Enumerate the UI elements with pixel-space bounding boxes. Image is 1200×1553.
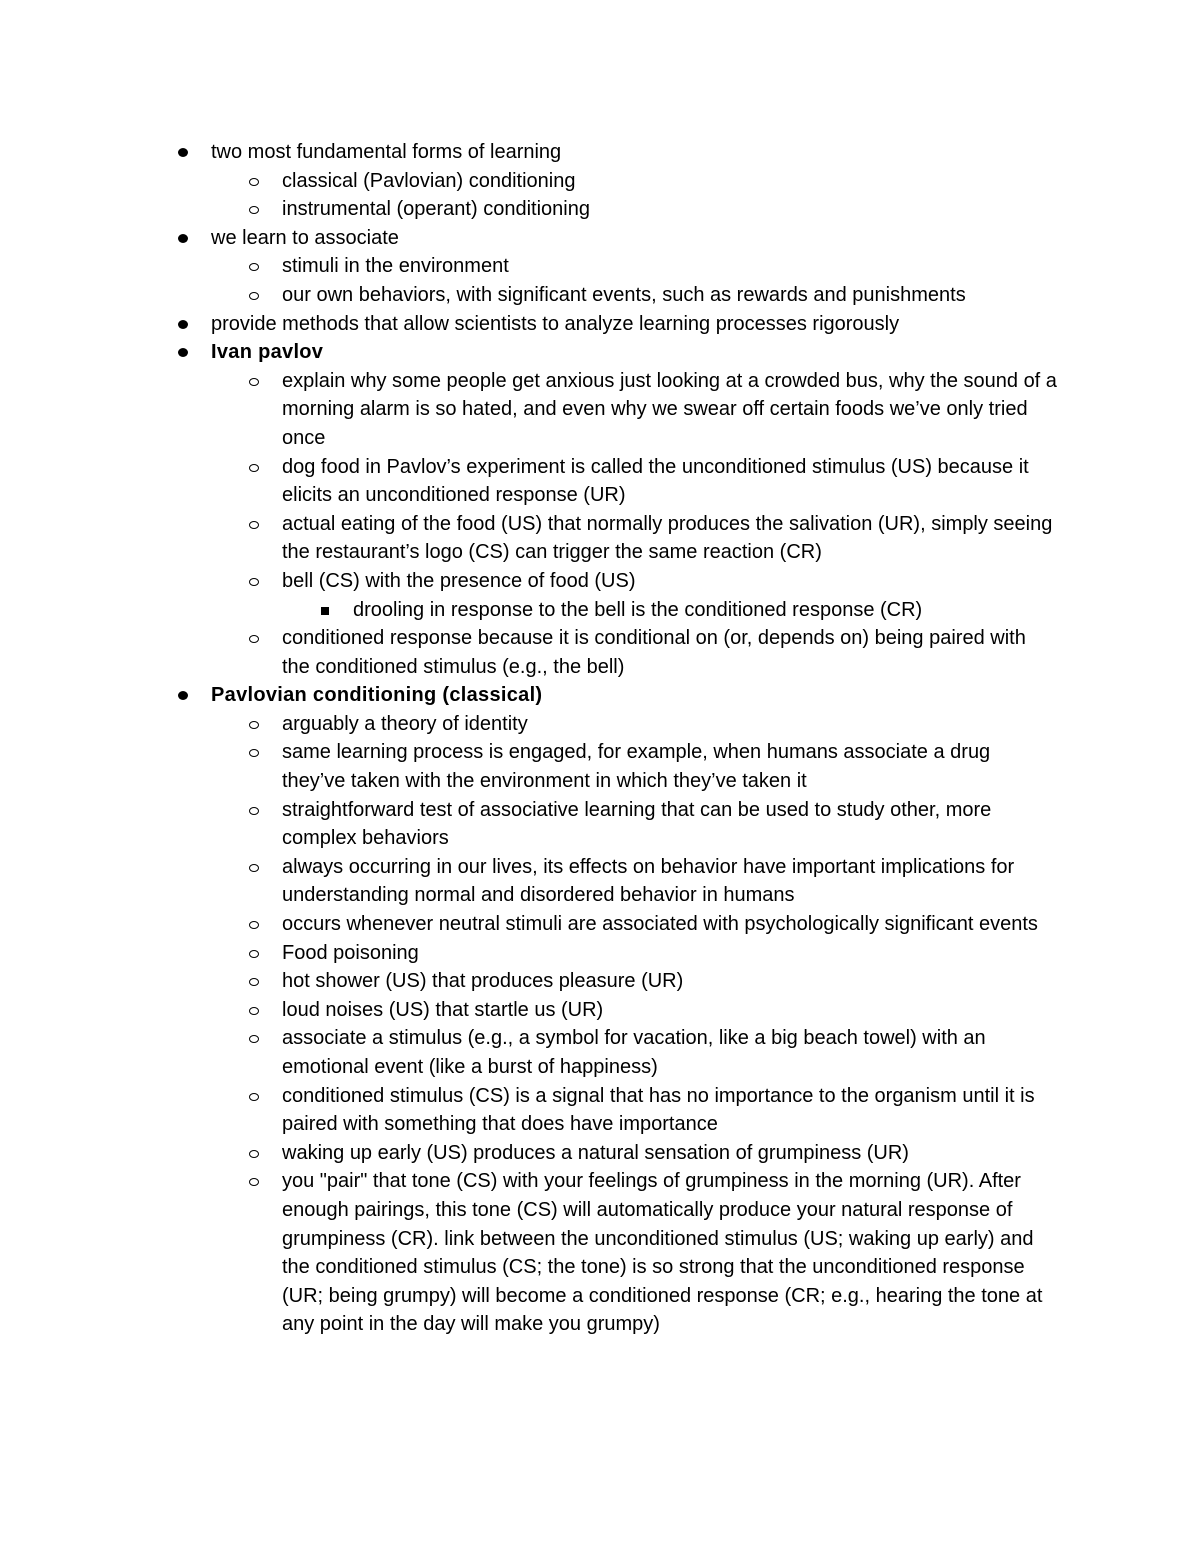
list-item-text: occurs whenever neutral stimuli are associated with psychologically significant events xyxy=(282,913,1038,936)
hollow-circle-bullet-icon xyxy=(249,1150,259,1158)
filled-square-bullet-icon xyxy=(321,607,329,615)
list-item-level-2 xyxy=(0,996,1200,1025)
list-item-level-2 xyxy=(0,195,1200,224)
list-item-text: we learn to associate xyxy=(211,226,399,249)
hollow-circle-bullet-icon xyxy=(249,1007,259,1015)
list-item-level-2 xyxy=(0,567,1200,596)
filled-circle-bullet-icon xyxy=(178,691,188,700)
hollow-circle-bullet-icon xyxy=(249,864,259,872)
list-item-text: bell (CS) with the presence of food (US) xyxy=(282,569,636,592)
filled-circle-bullet-icon xyxy=(178,320,188,329)
list-item-level-2 xyxy=(0,1139,1200,1168)
hollow-circle-bullet-icon xyxy=(249,521,259,529)
hollow-circle-bullet-icon xyxy=(249,978,259,986)
hollow-circle-bullet-icon xyxy=(249,807,259,815)
list-item-level-2 xyxy=(0,853,1200,910)
hollow-circle-bullet-icon xyxy=(249,950,259,958)
list-item-text: you "pair" that tone (CS) with your feelings of grumpiness in the morning (UR). After enough pairings, this tone (CS) will automatically produce your natural response of grumpiness (CR). link between the unconditioned stimulus (US; waking up early) and the conditioned stimulus (CS; the tone) is so strong that the unconditioned response (UR; being grumpy) will become a conditioned response (CR; e.g., hearing the tone at any point in the day will make you grumpy) xyxy=(282,1170,1043,1336)
list-item-text: drooling in response to the bell is the conditioned response (CR) xyxy=(353,598,923,621)
list-item-level-1 xyxy=(0,338,1200,367)
list-item-level-2 xyxy=(0,453,1200,510)
list-item-level-2 xyxy=(0,796,1200,853)
list-item-text: classical (Pavlovian) conditioning xyxy=(282,169,576,192)
list-item-level-2 xyxy=(0,510,1200,567)
list-item-level-1 xyxy=(0,681,1200,710)
list-item-text: conditioned stimulus (CS) is a signal that has no importance to the organism until it is paired with something that does have importance xyxy=(282,1084,1035,1136)
list-item-text: associate a stimulus (e.g., a symbol for vacation, like a big beach towel) with an emotional event (like a burst of happiness) xyxy=(282,1027,986,1078)
hollow-circle-bullet-icon xyxy=(249,578,259,586)
list-item-level-2 xyxy=(0,1167,1200,1339)
list-item-level-2 xyxy=(0,939,1200,968)
list-item-level-1 xyxy=(0,138,1200,167)
list-item-text: loud noises (US) that startle us (UR) xyxy=(282,998,604,1021)
hollow-circle-bullet-icon xyxy=(249,292,259,300)
list-item-text: explain why some people get anxious just looking at a crowded bus, why the sound of a morning alarm is so hated, and even why we swear off certain foods we’ve only tried once xyxy=(282,369,1057,449)
list-item-text: conditioned response because it is conditional on (or, depends on) being paired with the conditioned stimulus (e.g., the bell) xyxy=(282,627,1026,678)
list-item-level-2 xyxy=(0,967,1200,996)
list-item-text: stimuli in the environment xyxy=(282,255,509,278)
hollow-circle-bullet-icon xyxy=(249,721,259,729)
list-item-text: always occurring in our lives, its effects on behavior have important implications for understanding normal and disordered behavior in humans xyxy=(282,855,1015,907)
section-heading: Ivan pavlov xyxy=(211,341,324,364)
list-item-level-2 xyxy=(0,738,1200,795)
hollow-circle-bullet-icon xyxy=(249,1093,259,1101)
list-item-text: hot shower (US) that produces pleasure (UR) xyxy=(282,970,684,993)
list-item-level-2 xyxy=(0,710,1200,739)
section-heading: Pavlovian conditioning (classical) xyxy=(211,684,543,707)
list-item-level-1 xyxy=(0,224,1200,253)
list-item-text: Food poisoning xyxy=(282,941,419,964)
hollow-circle-bullet-icon xyxy=(249,206,259,214)
list-item-text: provide methods that allow scientists to analyze learning processes rigorously xyxy=(211,312,900,335)
filled-circle-bullet-icon xyxy=(178,148,188,157)
hollow-circle-bullet-icon xyxy=(249,178,259,186)
hollow-circle-bullet-icon xyxy=(249,635,259,643)
hollow-circle-bullet-icon xyxy=(249,263,259,271)
list-item-level-3 xyxy=(0,596,1200,625)
hollow-circle-bullet-icon xyxy=(249,464,259,472)
list-item-text: instrumental (operant) conditioning xyxy=(282,198,590,221)
list-item-level-2 xyxy=(0,1024,1200,1081)
list-item-level-2 xyxy=(0,281,1200,310)
list-item-text: waking up early (US) produces a natural sensation of grumpiness (UR) xyxy=(282,1141,909,1164)
list-item-text: our own behaviors, with significant events, such as rewards and punishments xyxy=(282,283,966,306)
list-item-level-2 xyxy=(0,252,1200,281)
hollow-circle-bullet-icon xyxy=(249,749,259,757)
list-item-level-2 xyxy=(0,624,1200,681)
list-item-level-2 xyxy=(0,910,1200,939)
hollow-circle-bullet-icon xyxy=(249,1178,259,1186)
list-item-level-2 xyxy=(0,1082,1200,1139)
list-item-text: arguably a theory of identity xyxy=(282,712,528,735)
hollow-circle-bullet-icon xyxy=(249,1035,259,1043)
list-item-level-2 xyxy=(0,367,1200,453)
list-item-level-2 xyxy=(0,167,1200,196)
filled-circle-bullet-icon xyxy=(178,234,188,243)
list-item-text: dog food in Pavlov’s experiment is called the unconditioned stimulus (US) because it elicits an unconditioned response (UR) xyxy=(282,455,1029,507)
list-item-level-1 xyxy=(0,310,1200,339)
list-item-text: actual eating of the food (US) that normally produces the salivation (UR), simply seeing the restaurant’s logo (CS) can trigger the same reaction (CR) xyxy=(282,512,1053,564)
hollow-circle-bullet-icon xyxy=(249,378,259,386)
list-item-text: same learning process is engaged, for example, when humans associate a drug they’ve taken with the environment in which they’ve taken it xyxy=(282,741,991,793)
filled-circle-bullet-icon xyxy=(178,348,188,357)
hollow-circle-bullet-icon xyxy=(249,921,259,929)
document-page xyxy=(0,138,1200,1339)
list-item-text: straightforward test of associative learning that can be used to study other, more complex behaviors xyxy=(282,798,992,850)
list-item-text: two most fundamental forms of learning xyxy=(211,141,562,163)
